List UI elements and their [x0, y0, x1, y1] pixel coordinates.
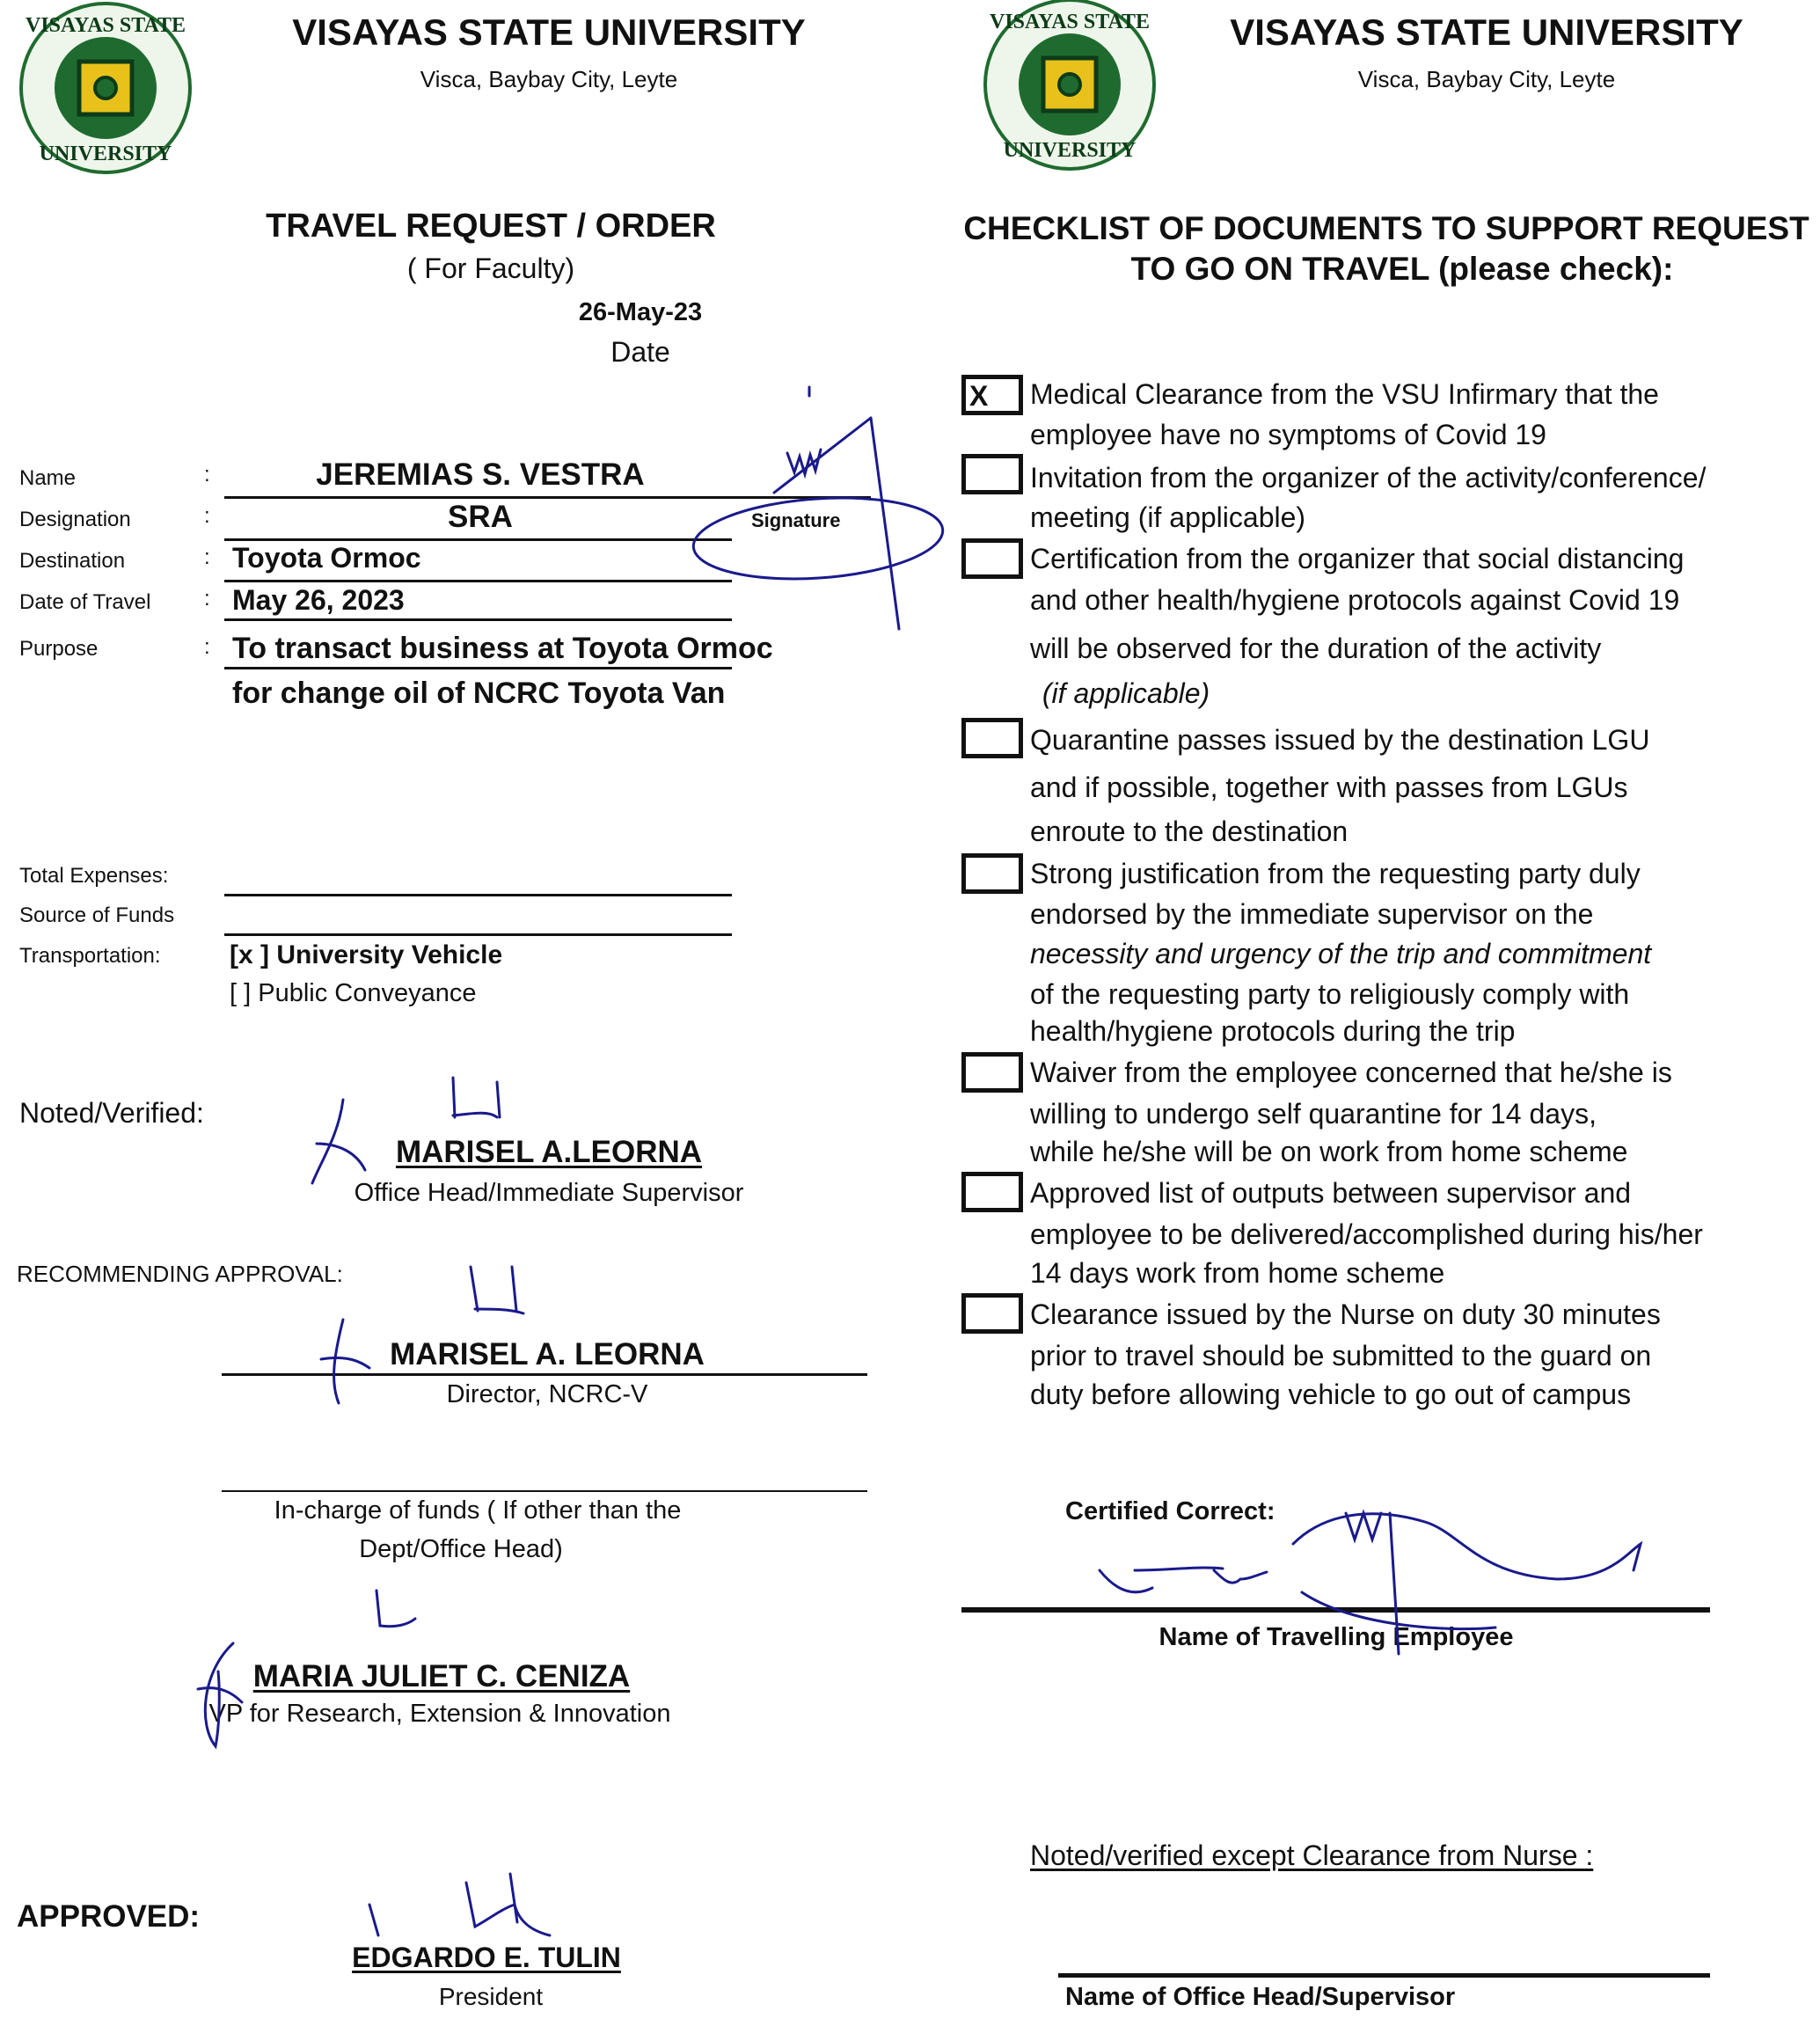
- checklist-item-text: Clearance issued by the Nurse on duty 30 minutes: [1030, 1298, 1661, 1330]
- request-date-value: 26-May-23: [578, 298, 703, 326]
- checklist-item-text: meeting (if applicable): [1030, 501, 1306, 533]
- university-name-left: VISAYAS STATE UNIVERSITY: [292, 11, 806, 53]
- destination-value[interactable]: Toyota Ormoc: [232, 542, 421, 574]
- applicant-signature-icon: [691, 387, 946, 629]
- purpose-label: Purpose: [19, 637, 99, 661]
- recommending-line: [222, 1373, 867, 1376]
- name-label: Name: [19, 466, 77, 490]
- recommending-approval-label: RECOMMENDING APPROVAL:: [17, 1261, 343, 1287]
- date-of-travel-value[interactable]: May 26, 2023: [232, 584, 405, 616]
- university-address-right: Visca, Baybay City, Leyte: [1357, 66, 1616, 92]
- colon: :: [204, 504, 210, 528]
- vsu-logo-right: [982, 0, 1158, 172]
- checklist-item-text: 14 days work from home scheme: [1030, 1257, 1445, 1289]
- certified-correct-label: Certified Correct:: [1065, 1497, 1275, 1525]
- university-name-right: VISAYAS STATE UNIVERSITY: [1230, 11, 1743, 53]
- noted-signatory-name: MARISEL A.LEORNA: [395, 1135, 703, 1169]
- checklist-item-text: enroute to the destination: [1030, 816, 1349, 847]
- total-expenses-label: Total Expenses:: [19, 864, 169, 888]
- colon: :: [204, 587, 210, 611]
- vp-title: VP for Research, Extension & Innovation: [208, 1700, 671, 1728]
- purpose-line-1[interactable]: To transact business at Toyota Ormoc: [232, 632, 773, 665]
- noted-verified-label: Noted/Verified:: [19, 1097, 204, 1129]
- checklist-item-text: willing to undergo self quarantine for 14 days,: [1030, 1098, 1597, 1130]
- funds-in-charge-line: [222, 1490, 867, 1492]
- form-subtitle: ( For Faculty): [406, 252, 575, 284]
- svg-text:UNIVERSITY: UNIVERSITY: [1003, 139, 1137, 162]
- source-of-funds-line[interactable]: [224, 933, 732, 936]
- checklist-item-text: Waiver from the employee concerned that he/she is: [1030, 1057, 1672, 1088]
- source-of-funds-label: Source of Funds: [19, 903, 175, 927]
- vp-name: MARIA JULIET C. CENIZA: [252, 1659, 631, 1693]
- transportation-label: Transportation:: [19, 944, 161, 968]
- office-head-line: [1058, 1973, 1710, 1978]
- checkbox-invitation[interactable]: [961, 454, 1023, 494]
- travelling-employee-line: [961, 1607, 1710, 1613]
- colon: :: [204, 635, 210, 659]
- svg-text:VISAYAS STATE: VISAYAS STATE: [989, 11, 1151, 33]
- transport-university-vehicle[interactable]: [x ] University Vehicle: [230, 940, 503, 969]
- checkbox-nurse-clearance[interactable]: [961, 1293, 1023, 1334]
- request-date-label: Date: [610, 336, 670, 368]
- total-expenses-line[interactable]: [224, 894, 732, 896]
- form-title: TRAVEL REQUEST / ORDER: [266, 208, 716, 245]
- date-of-travel-underline: [224, 618, 732, 621]
- checklist-item-text: Medical Clearance from the VSU Infirmary that the: [1030, 378, 1659, 410]
- checkbox-waiver[interactable]: [961, 1052, 1023, 1093]
- destination-underline: [224, 580, 732, 582]
- recommending-signatory-name: MARISEL A. LEORNA: [390, 1337, 705, 1371]
- designation-label: Designation: [19, 508, 131, 531]
- checklist-title-line-2: TO GO ON TRAVEL (please check):: [1130, 251, 1674, 287]
- university-address-left: Visca, Baybay City, Leyte: [420, 66, 678, 92]
- checklist-item-text: while he/she will be on work from home scheme: [1030, 1136, 1628, 1167]
- checkbox-quarantine-passes[interactable]: [961, 718, 1023, 758]
- colon: :: [204, 545, 210, 569]
- approved-label: APPROVED:: [17, 1899, 201, 1934]
- travelling-employee-label: Name of Travelling Employee: [1159, 1623, 1514, 1651]
- checkbox-strong-justification[interactable]: [961, 853, 1023, 894]
- checklist-item-text: Certification from the organizer that social distancing: [1030, 543, 1685, 574]
- checklist-item-text: (if applicable): [1034, 677, 1210, 709]
- noted-except-nurse-label: Noted/verified except Clearance from Nurse :: [1030, 1839, 1594, 1871]
- checklist-item-text: Quarantine passes issued by the destination LGU: [1030, 724, 1650, 756]
- checklist-item-text: necessity and urgency of the trip and commitment: [1030, 938, 1652, 969]
- checklist-item-text: endorsed by the immediate supervisor on the: [1030, 898, 1594, 930]
- vp-signature-icon: [198, 1643, 242, 1746]
- checklist-item-text: Invitation from the organizer of the activity/conference/: [1030, 462, 1707, 494]
- designation-value[interactable]: SRA: [448, 500, 513, 534]
- name-value[interactable]: JEREMIAS S. VESTRA: [316, 457, 645, 492]
- checklist-item-text: of the requesting party to religiously comply with: [1030, 978, 1630, 1010]
- name-underline: [224, 496, 871, 499]
- transport-public-conveyance[interactable]: [ ] Public Conveyance: [230, 979, 477, 1007]
- president-name: EDGARDO E. TULIN: [352, 1942, 621, 1973]
- office-head-label: Name of Office Head/Supervisor: [1065, 1983, 1456, 2011]
- checkbox-approved-outputs[interactable]: [961, 1172, 1023, 1212]
- checklist-item-text: duty before allowing vehicle to go out of campus: [1030, 1379, 1632, 1410]
- checklist-item-text: prior to travel should be submitted to the guard on: [1030, 1340, 1652, 1371]
- funds-in-charge-label-2: Dept/Office Head): [359, 1535, 563, 1563]
- checkbox-certification[interactable]: [961, 538, 1023, 579]
- checklist-item-text: Strong justification from the requesting party duly: [1030, 858, 1641, 889]
- funds-in-charge-label-1: In-charge of funds ( If other than the: [274, 1496, 682, 1525]
- purpose-underline: [224, 667, 732, 669]
- checklist-item-text: will be observed for the duration of the activity: [1030, 633, 1602, 664]
- colon: :: [204, 463, 210, 486]
- designation-underline: [224, 538, 732, 541]
- checklist-item-text: Approved list of outputs between supervisor and: [1030, 1177, 1632, 1209]
- signature-label: Signature: [751, 509, 841, 531]
- president-title: President: [438, 1983, 544, 2010]
- recommending-signatory-title: Director, NCRC-V: [446, 1380, 648, 1408]
- checkbox-medical-clearance[interactable]: X: [961, 375, 1023, 415]
- date-of-travel-label: Date of Travel: [19, 590, 151, 614]
- checklist-item-text: and if possible, together with passes from LGUs: [1030, 772, 1628, 803]
- president-signature-icon: [369, 1874, 550, 1935]
- checklist-item-text: and other health/hygiene protocols against Covid 19: [1030, 584, 1680, 616]
- purpose-line-2[interactable]: for change oil of NCRC Toyota Van: [232, 677, 726, 710]
- funds-signature-icon: [376, 1591, 415, 1627]
- noted-signatory-title: Office Head/Immediate Supervisor: [354, 1179, 744, 1207]
- vsu-logo-left: [18, 0, 194, 176]
- destination-label: Destination: [19, 549, 126, 573]
- checklist-title-line-1: CHECKLIST OF DOCUMENTS TO SUPPORT REQUEST: [963, 210, 1809, 246]
- checklist-item-text: employee to be delivered/accomplished during his/her: [1030, 1218, 1703, 1250]
- svg-text:UNIVERSITY: UNIVERSITY: [39, 143, 172, 165]
- checklist-item-text: health/hygiene protocols during the trip: [1030, 1015, 1516, 1047]
- checklist-item-text: employee have no symptoms of Covid 19: [1030, 419, 1546, 450]
- svg-text:VISAYAS STATE: VISAYAS STATE: [25, 14, 186, 37]
